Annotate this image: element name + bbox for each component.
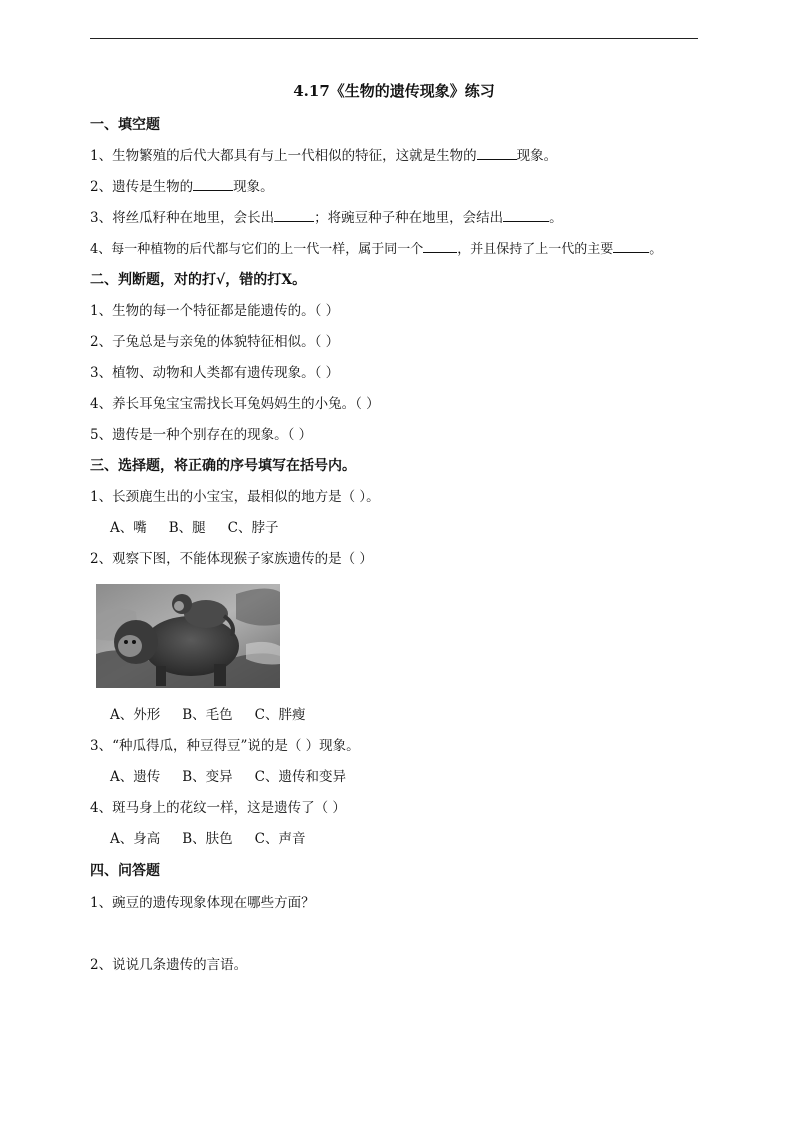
fill-q4-text: 4、每一种植物的后代都与它们的上一代一样，属于同一个 xyxy=(90,242,424,257)
option-c[interactable]: C、胖瘦 xyxy=(254,707,306,723)
option-b[interactable]: B、肤色 xyxy=(182,831,233,847)
option-c[interactable]: C、遗传和变异 xyxy=(254,769,347,785)
option-a[interactable]: A、身高 xyxy=(110,831,161,847)
fill-q2-end: 现象。 xyxy=(233,179,274,195)
choice-options-4 xyxy=(110,829,306,849)
option-b[interactable]: B、腿 xyxy=(168,520,206,536)
fill-q1-end: 现象。 xyxy=(516,148,558,164)
fill-question-1 xyxy=(90,145,557,166)
header-rule xyxy=(90,38,698,39)
fill-q4-end: 。 xyxy=(649,242,663,257)
option-a[interactable]: A、嘴 xyxy=(110,520,147,536)
fill-q4-mid: ，并且保持了上一代的主要 xyxy=(457,242,614,257)
fill-q3-end: 。 xyxy=(549,210,563,226)
fill-q3-text: 3、将丝瓜籽种在地里，会长出 xyxy=(90,210,275,226)
choice-question-1: 1、长颈鹿生出的小宝宝，最相似的地方是（ ）。 xyxy=(90,489,380,505)
fill-blank[interactable] xyxy=(477,145,517,160)
fill-question-3 xyxy=(90,207,563,228)
option-c[interactable]: C、脖子 xyxy=(227,520,279,536)
fill-blank[interactable] xyxy=(423,238,457,253)
monkey-photo xyxy=(96,584,280,688)
choice-options-3 xyxy=(110,767,346,787)
section-heading-judge: 二、判断题，对的打√，错的打X。 xyxy=(90,272,307,288)
option-b[interactable]: B、毛色 xyxy=(182,707,233,723)
fill-q3-mid: ；将豌豆种子种在地里，会结出 xyxy=(314,210,504,226)
judge-item: 1、生物的每一个特征都是能遗传的。（ ） xyxy=(90,303,340,319)
section-heading-choice: 三、选择题，将正确的序号填写在括号内。 xyxy=(90,458,356,474)
choice-question-4: 4、斑马身上的花纹一样，这是遗传了（ ） xyxy=(90,800,346,816)
qa-question-1: 1、豌豆的遗传现象体现在哪些方面？ xyxy=(90,895,315,911)
section-heading-fill: 一、填空题 xyxy=(90,117,160,133)
page-title: 4.17《生物的遗传现象》练习 xyxy=(293,82,495,100)
fill-blank[interactable] xyxy=(274,207,314,222)
choice-options-2 xyxy=(110,705,306,725)
fill-blank[interactable] xyxy=(503,207,549,222)
option-c[interactable]: C、声音 xyxy=(254,831,306,847)
option-b[interactable]: B、变异 xyxy=(182,769,233,785)
section-heading-qa: 四、问答题 xyxy=(90,863,160,879)
fill-q2-text: 2、遗传是生物的 xyxy=(90,179,194,195)
fill-blank[interactable] xyxy=(613,238,649,253)
option-a[interactable]: A、遗传 xyxy=(110,769,161,785)
judge-item: 5、遗传是一种个别存在的现象。（ ） xyxy=(90,427,313,443)
choice-question-3: 3、“种瓜得瓜，种豆得豆”说的是（ ）现象。 xyxy=(90,738,360,754)
fill-question-4 xyxy=(90,238,662,260)
qa-question-2: 2、说说几条遗传的言语。 xyxy=(90,957,248,973)
choice-question-2: 2、观察下图，不能体现猴子家族遗传的是（ ） xyxy=(90,551,373,567)
choice-options-1 xyxy=(110,518,279,538)
judge-item: 4、养长耳兔宝宝需找长耳兔妈妈生的小兔。（ ） xyxy=(90,396,380,412)
fill-q1-text: 1、生物繁殖的后代大都具有与上一代相似的特征，这就是生物的 xyxy=(90,148,477,164)
option-a[interactable]: A、外形 xyxy=(110,707,161,723)
judge-item: 2、子兔总是与亲兔的体貌特征相似。（ ） xyxy=(90,334,340,350)
judge-item: 3、植物、动物和人类都有遗传现象。（ ） xyxy=(90,365,340,381)
fill-question-2 xyxy=(90,176,274,197)
fill-blank[interactable] xyxy=(193,176,233,191)
